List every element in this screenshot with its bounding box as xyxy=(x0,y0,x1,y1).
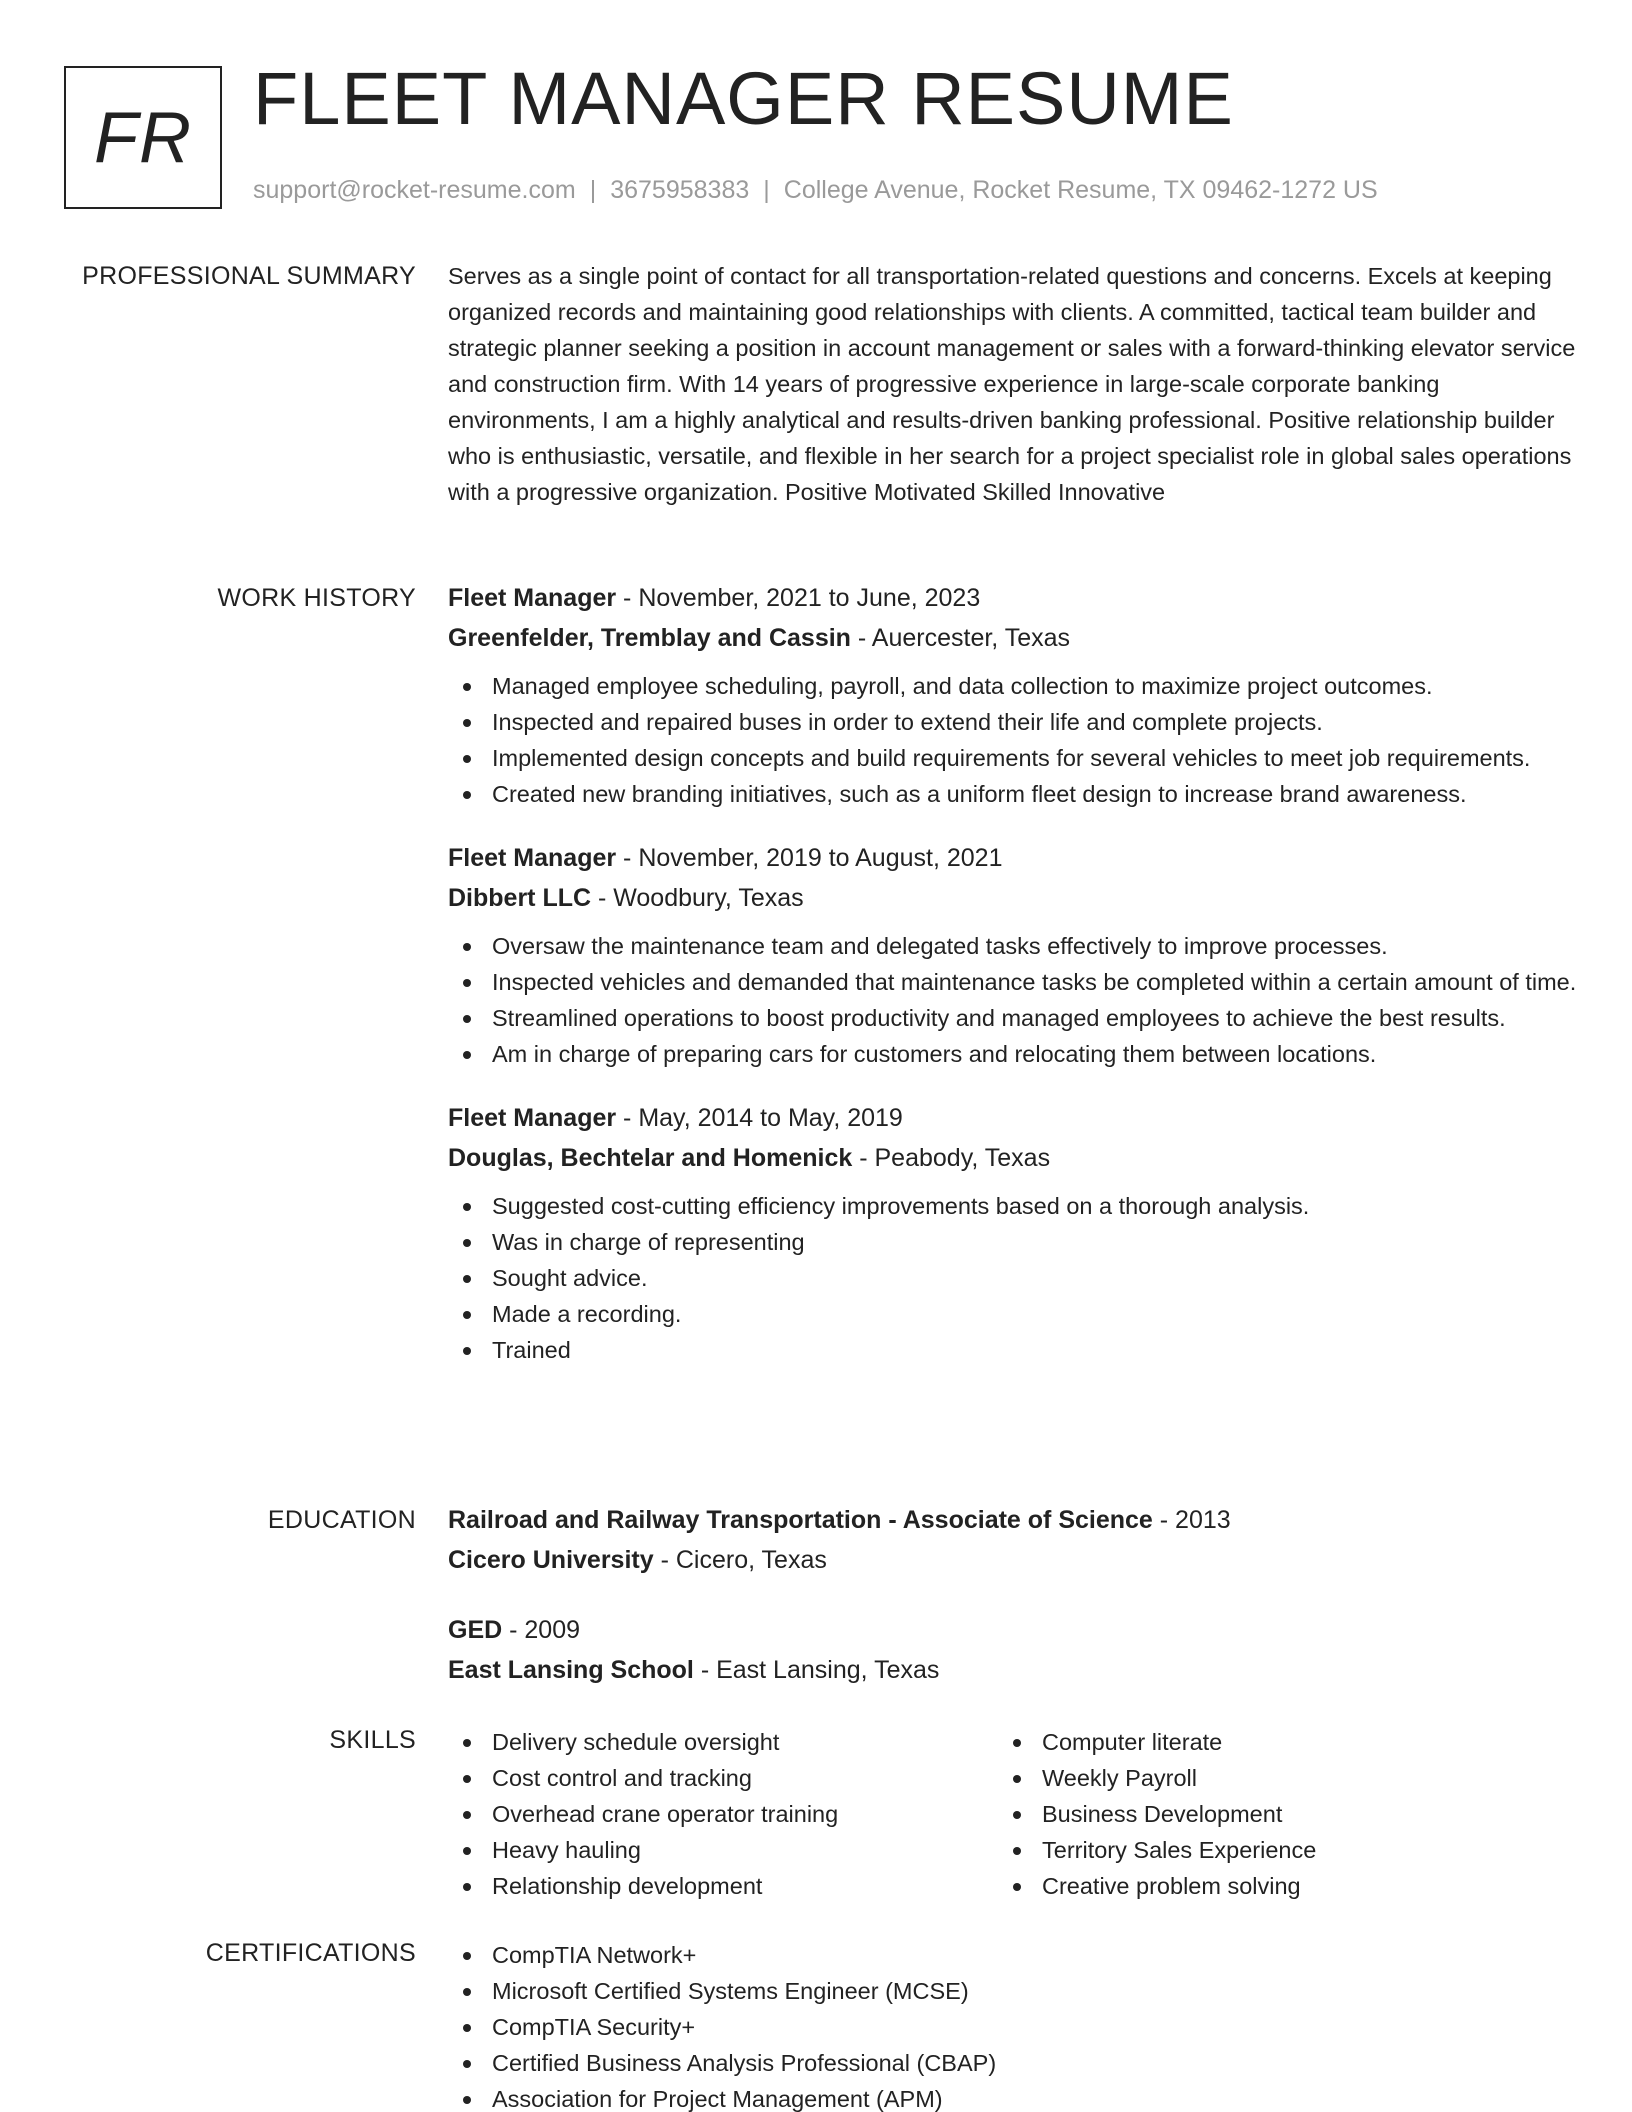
education-entry xyxy=(448,1500,1578,1580)
section-label-skills: SKILLS xyxy=(329,1726,416,1754)
job-title: Fleet Manager xyxy=(448,584,617,612)
job-company: Douglas, Bechtelar and Homenick xyxy=(448,1144,853,1172)
job-duty: Implemented design concepts and build requirements for several vehicles to meet job requirements. xyxy=(448,740,1578,776)
skill-item: Computer literate xyxy=(998,1724,1548,1760)
skill-item: Relationship development xyxy=(448,1868,998,1904)
job-dates: - November, 2019 to August, 2021 xyxy=(616,844,1003,872)
job-entry xyxy=(448,578,1578,812)
job-duty: Oversaw the maintenance team and delegated tasks effectively to improve processes. xyxy=(448,928,1578,964)
certification-item: Association for Project Management (APM) xyxy=(448,2081,1578,2112)
certifications-body xyxy=(448,1937,1578,2112)
contact-address: College Avenue, Rocket Resume, TX 09462-1272 US xyxy=(783,176,1378,204)
job-duty: Trained xyxy=(448,1332,1578,1368)
job-company: Dibbert LLC xyxy=(448,884,592,912)
job-entry xyxy=(448,838,1578,1072)
school-location: - Cicero, Texas xyxy=(653,1546,827,1574)
skill-item: Creative problem solving xyxy=(998,1868,1548,1904)
job-duty: Inspected and repaired buses in order to extend their life and complete projects. xyxy=(448,704,1578,740)
job-duty: Streamlined operations to boost productivity and managed employees to achieve the best results. xyxy=(448,1000,1578,1036)
school-location: - East Lansing, Texas xyxy=(693,1656,940,1684)
degree-name: GED xyxy=(448,1616,503,1644)
job-location: - Peabody, Texas xyxy=(852,1144,1051,1172)
job-dates: - November, 2021 to June, 2023 xyxy=(616,584,981,612)
skill-item: Territory Sales Experience xyxy=(998,1832,1548,1868)
certifications-list xyxy=(448,1937,1578,2112)
degree-year: - 2009 xyxy=(502,1616,581,1644)
monogram-initials: FR xyxy=(94,97,192,178)
job-duties xyxy=(448,668,1578,812)
job-duties xyxy=(448,1188,1578,1368)
certification-item: Microsoft Certified Systems Engineer (MCSE) xyxy=(448,1973,1578,2009)
school-name: East Lansing School xyxy=(448,1656,694,1684)
job-company: Greenfelder, Tremblay and Cassin xyxy=(448,624,851,652)
job-duties xyxy=(448,928,1578,1072)
summary-text: Serves as a single point of contact for all transportation-related questions and concerns. Excels at keeping organized records and maintaining good relationships with clients. A committed, tactical team builder and strategic planner seeking a position in account management or sales with a forward-thinking elevator service and construction firm. With 14 years of progressive experience in large-scale corporate banking environments, I am a highly analytical and results-driven banking professional. Positive relationship builder who is enthusiastic, versatile, and flexible in her search for a project specialist role in global sales operations with a progressive organization. Positive Motivated Skilled Innovative xyxy=(448,263,1576,505)
resume-title: FLEET MANAGER RESUME xyxy=(253,57,1234,140)
certification-item: Certified Business Analysis Professional (CBAP) xyxy=(448,2045,1578,2081)
skill-item: Business Development xyxy=(998,1796,1548,1832)
skill-item: Weekly Payroll xyxy=(998,1760,1548,1796)
job-entry xyxy=(448,1098,1578,1368)
job-duty: Managed employee scheduling, payroll, and data collection to maximize project outcomes. xyxy=(448,668,1578,704)
section-label-summary: PROFESSIONAL SUMMARY xyxy=(82,262,416,290)
contact-separator: | xyxy=(763,176,770,204)
skill-item: Overhead crane operator training xyxy=(448,1796,998,1832)
job-duty: Made a recording. xyxy=(448,1296,1578,1332)
education-list xyxy=(448,1500,1578,1720)
skill-item: Heavy hauling xyxy=(448,1832,998,1868)
contact-phone[interactable]: 3675958383 xyxy=(610,176,750,204)
job-duty: Sought advice. xyxy=(448,1260,1578,1296)
job-title: Fleet Manager xyxy=(448,844,617,872)
job-location: - Auercester, Texas xyxy=(850,624,1071,652)
contact-separator: | xyxy=(589,176,597,204)
certification-item: CompTIA Network+ xyxy=(448,1937,1578,1973)
education-entry xyxy=(448,1610,1578,1690)
job-company-line xyxy=(448,618,1578,658)
job-location: - Woodbury, Texas xyxy=(591,884,804,912)
school-name: Cicero University xyxy=(448,1546,654,1574)
job-title-line xyxy=(448,838,1578,878)
skills-columns xyxy=(448,1724,1578,1904)
job-duty: Inspected vehicles and demanded that maintenance tasks be completed within a certain amount of time. xyxy=(448,964,1578,1000)
job-title: Fleet Manager xyxy=(448,1104,617,1132)
degree-line xyxy=(448,1610,1578,1650)
degree-year: - 2013 xyxy=(1152,1506,1231,1534)
contact-email[interactable]: support@rocket-resume.com xyxy=(253,176,576,204)
certification-item: CompTIA Security+ xyxy=(448,2009,1578,2045)
work-history-list xyxy=(448,578,1578,1394)
degree-line xyxy=(448,1500,1578,1540)
contact-line xyxy=(253,176,1378,205)
school-line xyxy=(448,1540,1578,1580)
job-title-line xyxy=(448,578,1578,618)
section-label-education: EDUCATION xyxy=(267,1506,416,1534)
school-line xyxy=(448,1650,1578,1690)
skill-item: Delivery schedule oversight xyxy=(448,1724,998,1760)
job-duty: Suggested cost-cutting efficiency improvements based on a thorough analysis. xyxy=(448,1188,1578,1224)
monogram-logo xyxy=(64,66,222,209)
degree-name: Railroad and Railway Transportation - Associate of Science xyxy=(448,1506,1153,1534)
job-title-line xyxy=(448,1098,1578,1138)
section-label-certifications: CERTIFICATIONS xyxy=(205,1939,416,1967)
job-duty: Created new branding initiatives, such as a uniform fleet design to increase brand awareness. xyxy=(448,776,1578,812)
skills-list-left xyxy=(448,1724,998,1904)
job-dates: - May, 2014 to May, 2019 xyxy=(616,1104,903,1132)
job-duty: Was in charge of representing xyxy=(448,1224,1578,1260)
job-company-line xyxy=(448,878,1578,918)
skills-list-right xyxy=(998,1724,1548,1904)
job-duty: Am in charge of preparing cars for customers and relocating them between locations. xyxy=(448,1036,1578,1072)
section-label-work-history: WORK HISTORY xyxy=(217,584,416,612)
skill-item: Cost control and tracking xyxy=(448,1760,998,1796)
job-company-line xyxy=(448,1138,1578,1178)
